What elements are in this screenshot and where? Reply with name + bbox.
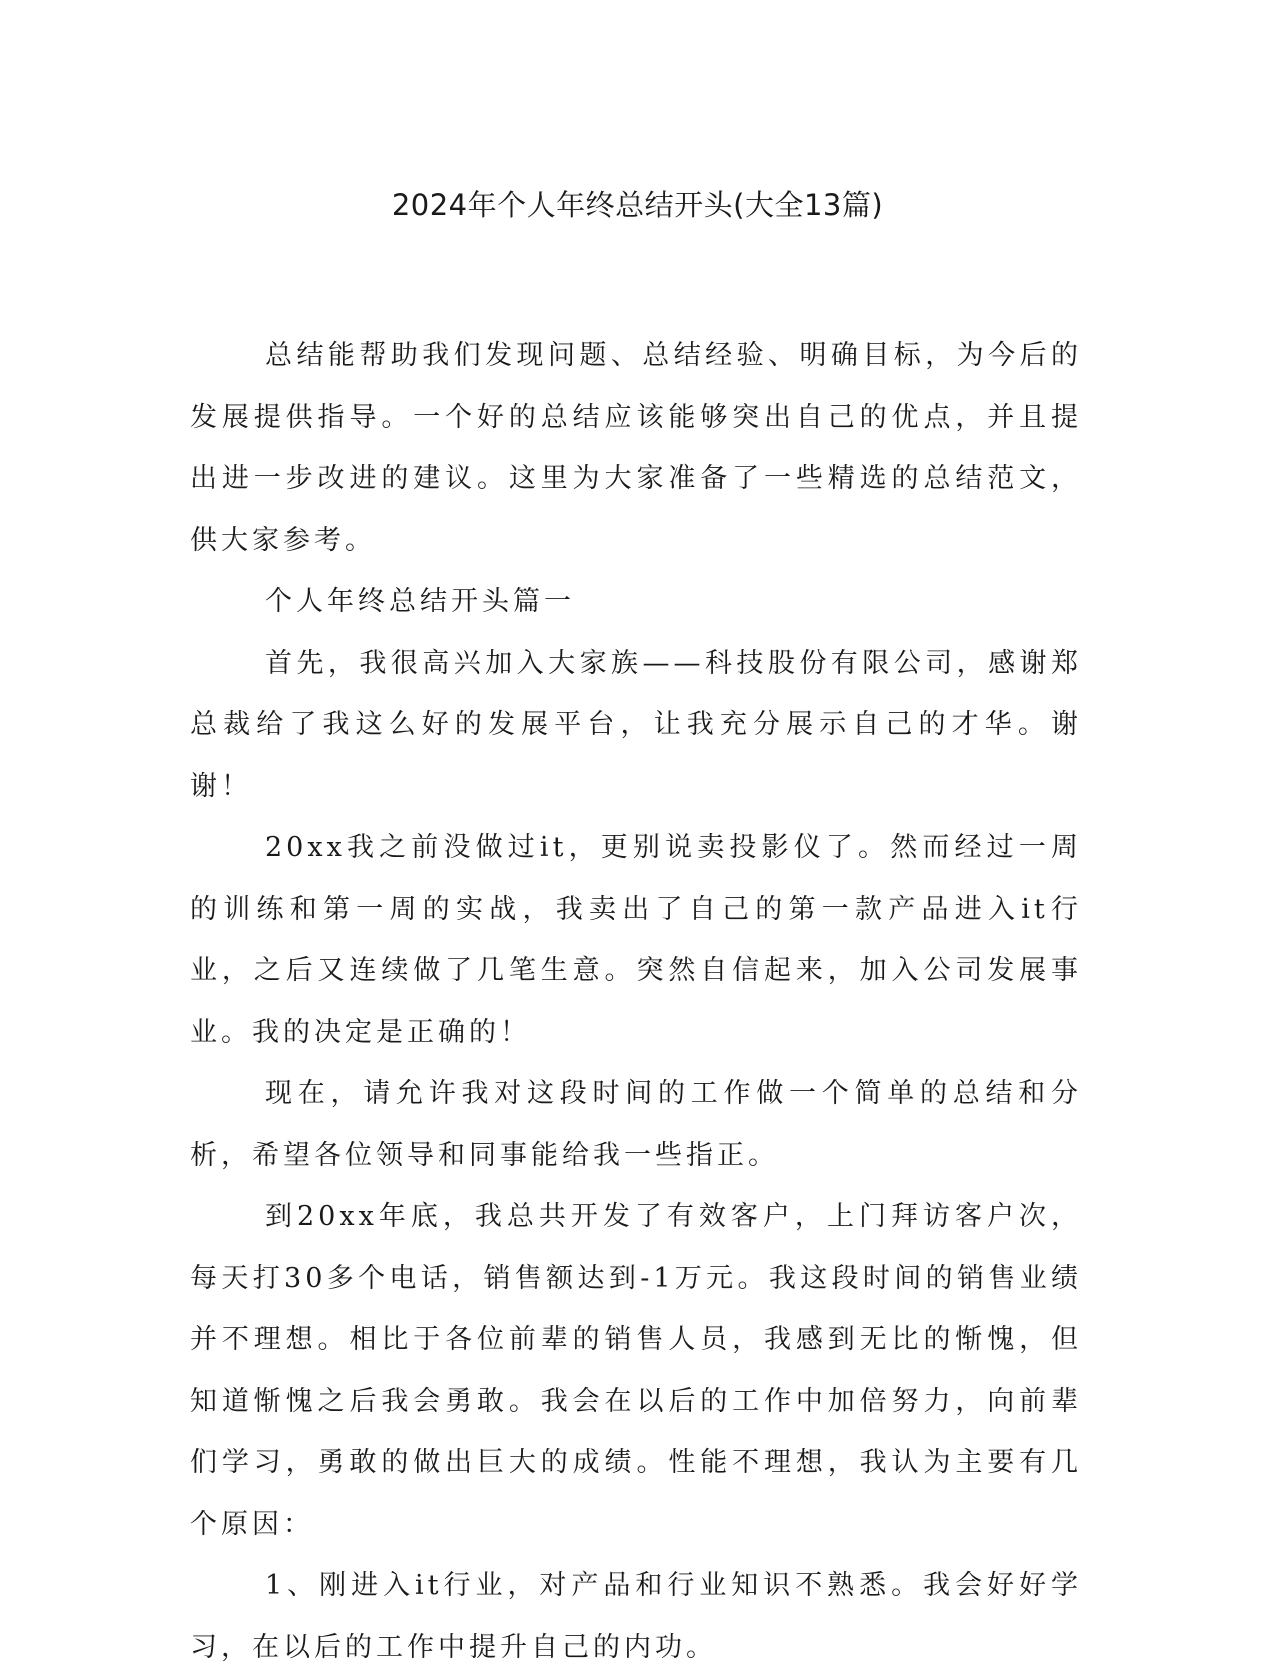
list-item: 1、刚进入it行业，对产品和行业知识不熟悉。我会好好学习，在以后的工作中提升自己的内功。 [190, 1570, 1082, 1663]
paragraph: 首先，我很高兴加入大家族——科技股份有限公司，感谢郑总裁给了我这么好的发展平台，让我充分展示自己的才华。谢谢！ [190, 647, 1082, 802]
paragraph: 现在，请允许我对这段时间的工作做一个简单的总结和分析，希望各位领导和同事能给我一些指正。 [190, 1078, 1082, 1171]
paragraph-intro: 总结能帮助我们发现问题、总结经验、明确目标，为今后的发展提供指导。一个好的总结应该能够突出自己的优点，并且提出进一步改进的建议。这里为大家准备了一些精选的总结范文，供大家参考。 [190, 340, 1082, 556]
paragraph: 到20xx年底，我总共开发了有效客户，上门拜访客户次，每天打30多个电话，销售额达到-1万元。我这段时间的销售业绩并不理想。相比于各位前辈的销售人员，我感到无比的惭愧，但知道惭愧之后我会勇敢。我会在以后的工作中加倍努力，向前辈们学习，勇敢的做出巨大的成绩。性能不理想，我认为主要有几个原因： [190, 1201, 1082, 1540]
document-title: 2024年个人年终总结开头(大全13篇) [391, 188, 884, 222]
document-body [190, 325, 1082, 1678]
section-heading: 个人年终总结开头篇一 [265, 586, 575, 617]
paragraph: 20xx我之前没做过it，更别说卖投影仪了。然而经过一周的训练和第一周的实战，我卖出了自己的第一款产品进入it行业，之后又连续做了几笔生意。突然自信起来，加入公司发展事业。我的决定是正确的！ [190, 832, 1082, 1048]
